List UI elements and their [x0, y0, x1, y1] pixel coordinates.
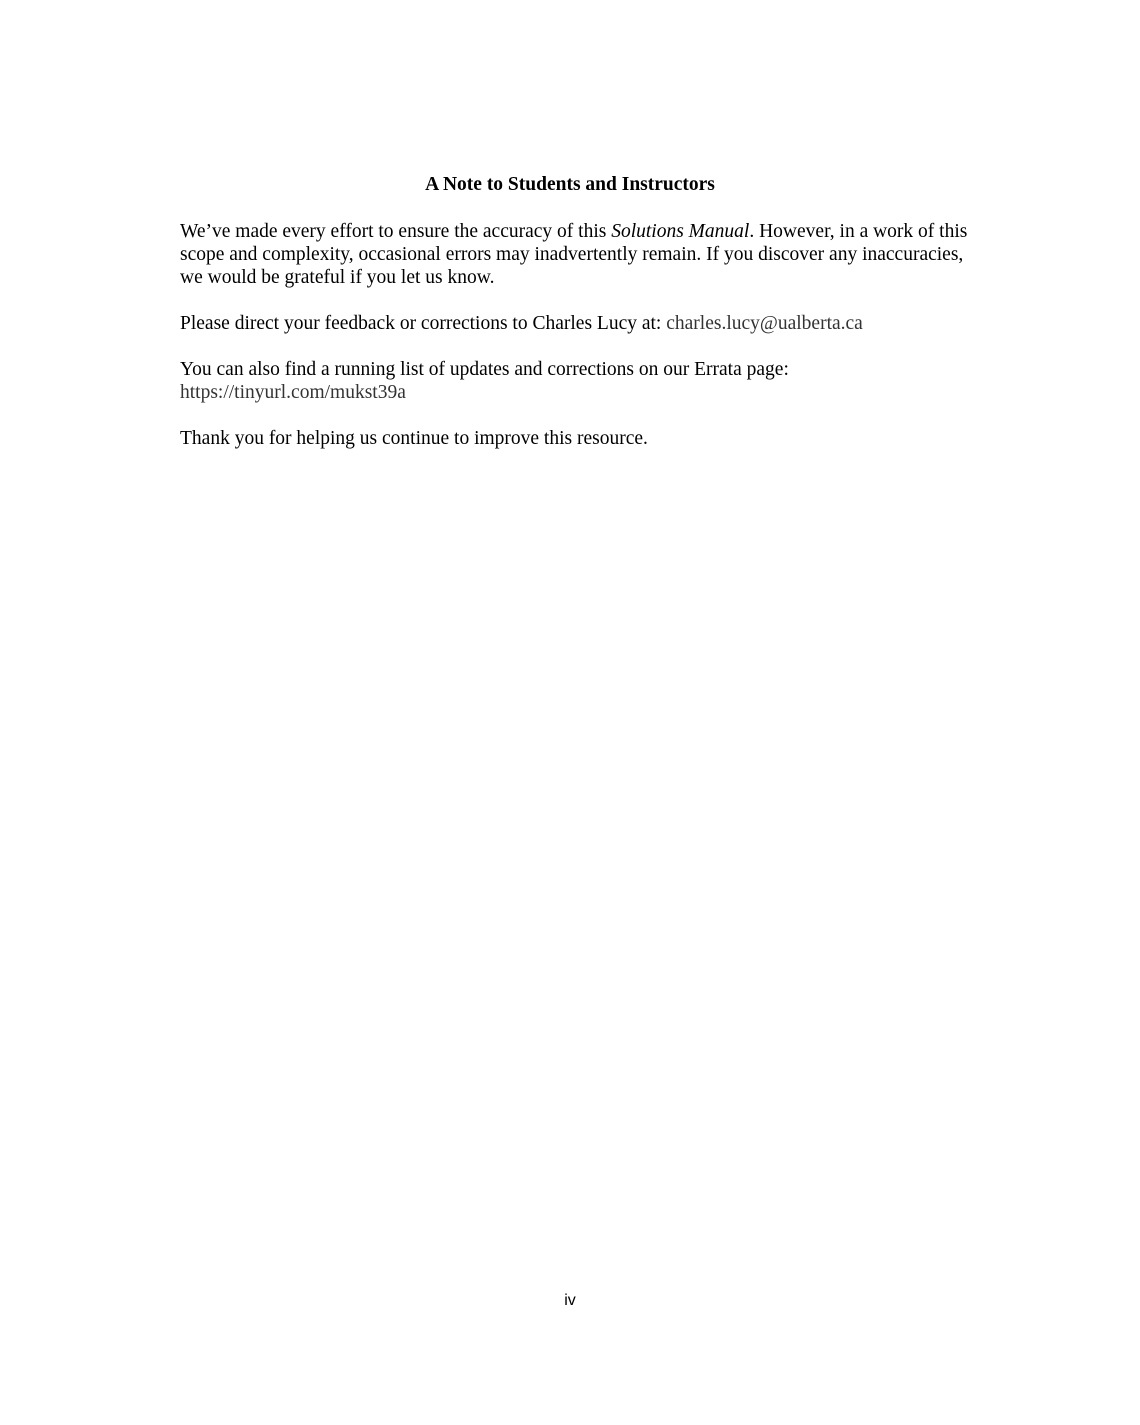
page-number: iv	[564, 1292, 576, 1309]
thanks-paragraph: Thank you for helping us continue to improve this resource.	[180, 428, 648, 449]
document-title: A Note to Students and Instructors	[425, 174, 715, 195]
intro-italic-title: Solutions Manual	[611, 221, 750, 242]
feedback-text: Please direct your feedback or corrections to Charles Lucy at:	[180, 313, 667, 334]
intro-text-start: We’ve made every effort to ensure the accuracy of this	[180, 221, 612, 242]
email-link[interactable]: charles.lucy@ualberta.ca	[666, 313, 863, 334]
feedback-paragraph	[180, 312, 970, 335]
errata-link[interactable]: https://tinyurl.com/mukst39a	[180, 382, 406, 403]
intro-paragraph	[180, 220, 970, 289]
page-content	[180, 172, 970, 473]
errata-paragraph	[180, 358, 970, 404]
intro-text-end: . However, in a work of this scope and complexity, occasional errors may inadvertently remain. If you discover any inaccuracies, we would be grateful if you let us know.	[180, 221, 968, 288]
errata-text: You can also find a running list of updates and corrections on our Errata page:	[180, 359, 789, 380]
